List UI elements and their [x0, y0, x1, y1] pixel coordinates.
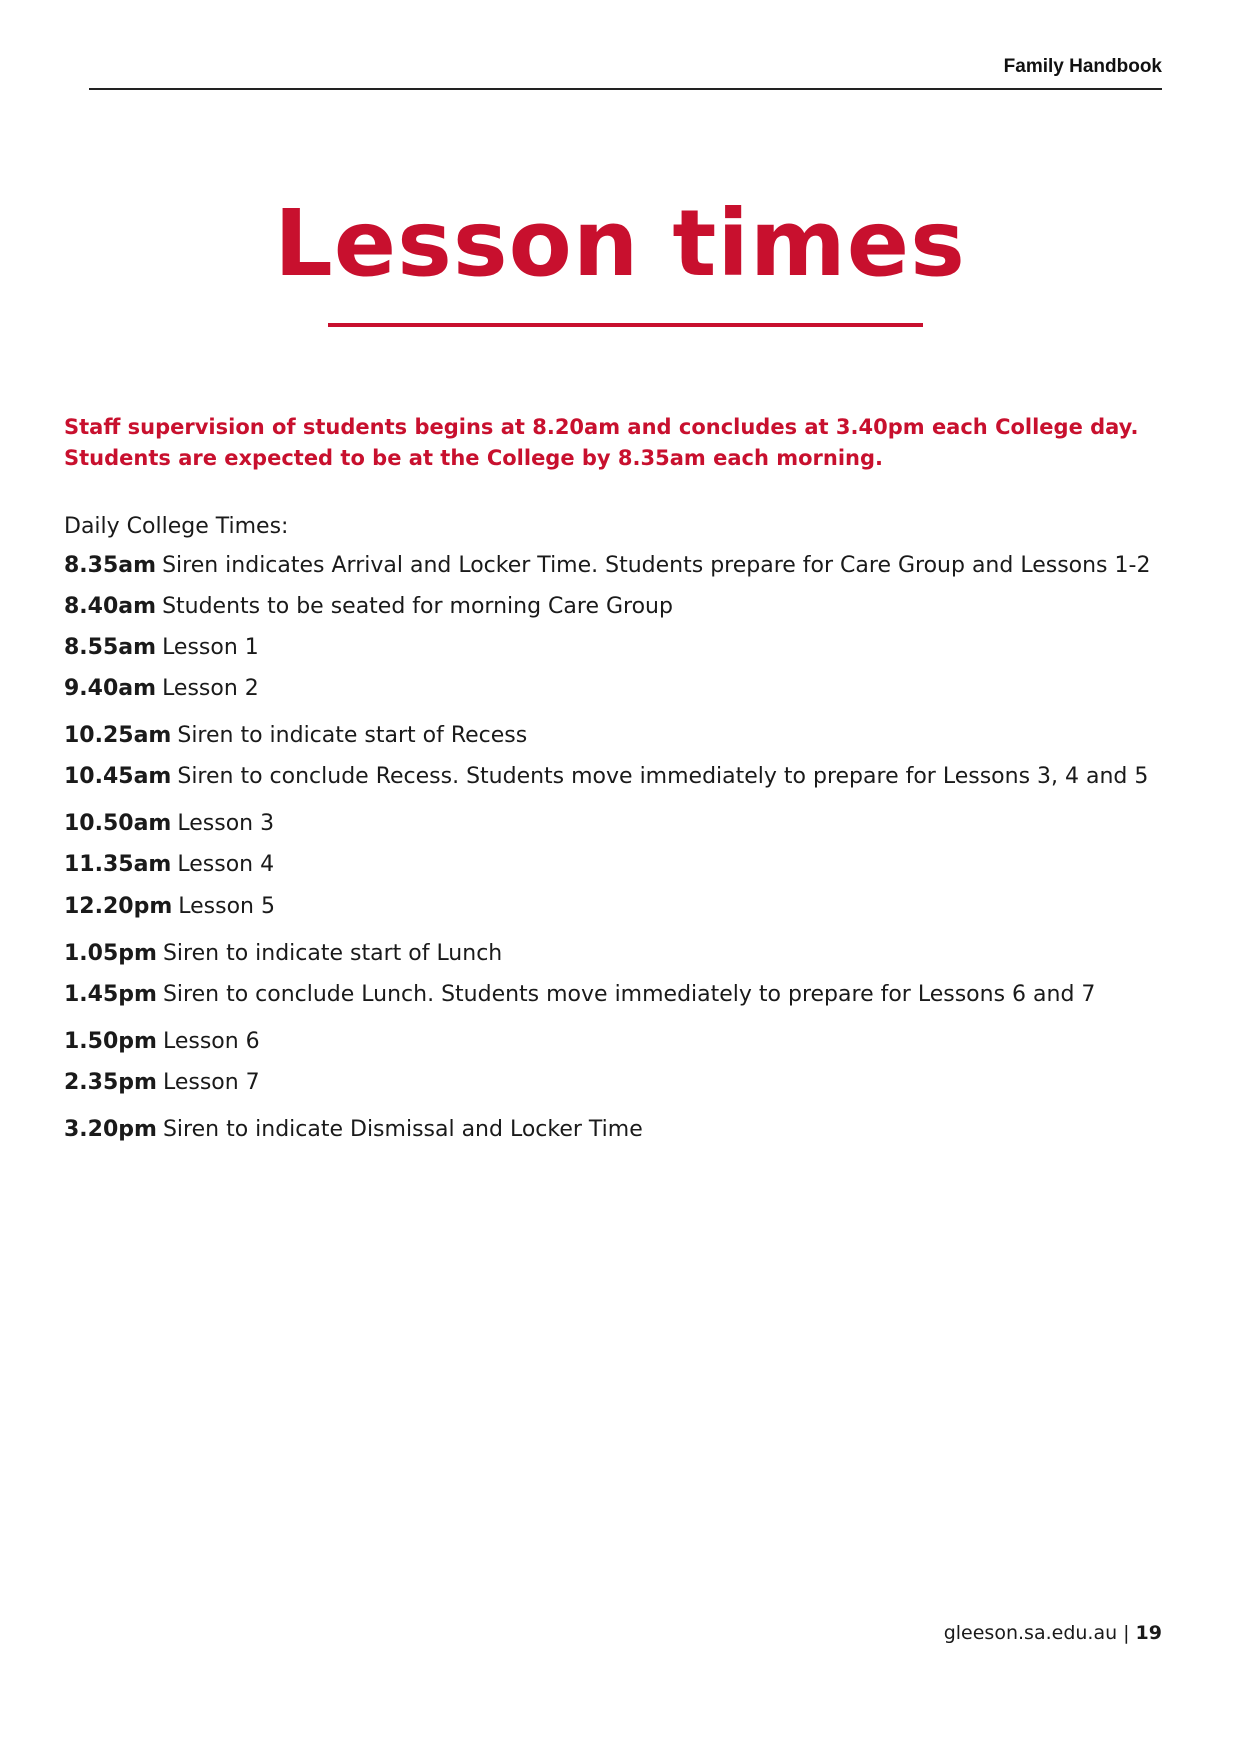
schedule-text: Siren to indicate Dismissal and Locker Time [162, 1117, 643, 1142]
header-title: Family Handbook [1003, 56, 1162, 77]
schedule-time: 1.45pm [64, 982, 157, 1007]
schedule-time: 10.45am [64, 764, 172, 789]
schedule-text: Lesson 1 [162, 635, 259, 660]
schedule-row [64, 676, 259, 701]
footer-separator: | [1123, 1622, 1130, 1644]
schedule-time: 1.50pm [64, 1029, 157, 1054]
schedule-row [64, 764, 1148, 789]
schedule-row [64, 594, 673, 619]
schedule-row [64, 941, 502, 966]
schedule-text: Lesson 5 [178, 894, 275, 919]
schedule-text: Siren to indicate start of Lunch [162, 941, 503, 966]
schedule-text: Lesson 4 [177, 852, 275, 877]
schedule-text: Lesson 7 [162, 1070, 260, 1095]
schedule-row [64, 852, 274, 877]
schedule-text: Lesson 6 [162, 1029, 260, 1054]
schedule-time: 2.35pm [64, 1070, 157, 1095]
schedule-row [64, 1029, 260, 1054]
schedule-time: 10.50am [64, 811, 172, 836]
schedule-row [64, 1070, 260, 1095]
page-number: 19 [1135, 1622, 1162, 1644]
schedule-row [64, 1117, 643, 1142]
schedule-row [64, 894, 275, 919]
schedule-time: 9.40am [64, 676, 157, 701]
schedule-text: Siren to conclude Lunch. Students move immediately to prepare for Lessons 6 and 7 [162, 982, 1096, 1007]
schedule-time: 8.55am [64, 635, 157, 660]
schedule-text: Siren to conclude Recess. Students move immediately to prepare for Lessons 3, 4 and 5 [177, 764, 1149, 789]
schedule-text: Siren to indicate start of Recess [177, 723, 528, 748]
page-title: Lesson times [274, 190, 966, 297]
schedule-text: Students to be seated for morning Care Group [162, 594, 673, 619]
schedule-time: 1.05pm [64, 941, 157, 966]
schedule-time: 12.20pm [64, 894, 173, 919]
schedule-row [64, 723, 527, 748]
schedule-time: 3.20pm [64, 1117, 157, 1142]
schedule-row [64, 553, 1150, 578]
schedule-time: 10.25am [64, 723, 172, 748]
title-underline [328, 323, 923, 327]
intro-line: Staff supervision of students begins at 8.20am and concludes at 3.40pm each College day. [64, 415, 1139, 439]
schedule-row [64, 811, 274, 836]
intro-paragraph [64, 412, 1164, 474]
schedule-time: 8.35am [64, 553, 157, 578]
schedule-text: Lesson 2 [162, 676, 259, 701]
schedule-time: 8.40am [64, 594, 157, 619]
times-label: Daily College Times: [64, 514, 289, 539]
intro-line: Students are expected to be at the College by 8.35am each morning. [64, 446, 883, 470]
schedule-row [64, 635, 259, 660]
schedule-row [64, 982, 1095, 1007]
page-footer [944, 1622, 1162, 1644]
header-divider [89, 88, 1162, 90]
schedule-text: Siren indicates Arrival and Locker Time. Students prepare for Care Group and Lessons 1-2 [162, 553, 1151, 578]
footer-url: gleeson.sa.edu.au [943, 1622, 1118, 1644]
schedule-time: 11.35am [64, 852, 172, 877]
schedule-text: Lesson 3 [177, 811, 275, 836]
